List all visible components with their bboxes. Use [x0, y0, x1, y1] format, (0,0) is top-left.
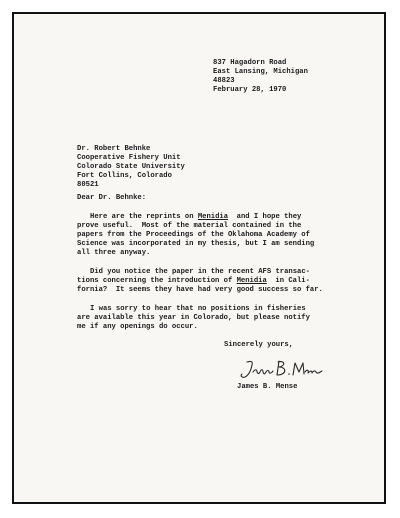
recipient-unit: Cooperative Fishery Unit	[77, 154, 181, 162]
letter-date: February 28, 1970	[213, 86, 287, 94]
p2-line-1: Did you notice the paper in the recent AFS transac-	[90, 268, 310, 276]
p1-line-4: Science was incorporated in my thesis, but I am sending	[77, 240, 315, 248]
menidia-underlined: Menidia	[197, 213, 229, 221]
p1-line-2: prove useful. Most of the material contained in the	[77, 222, 302, 230]
p3-line-3: me if any openings do occur.	[77, 323, 198, 331]
p1-line-1: Here are the reprints on Menidia and I hope they	[90, 213, 302, 221]
p3-line-2: are available this year in Colorado, but please notify	[77, 314, 310, 322]
p2-line-2: tions concerning the introduction of Menidia in Cali-	[77, 277, 310, 285]
p2-line-3: fornia? It seems they have had very good success so far.	[77, 286, 323, 294]
signer-name: James B. Mense	[237, 383, 298, 391]
return-street: 837 Hagadorn Road	[213, 59, 287, 67]
recipient-name: Dr. Robert Behnke	[77, 145, 151, 153]
recipient-city: Fort Collins, Colorado	[77, 172, 172, 180]
closing: Sincerely yours,	[224, 341, 294, 349]
salutation: Dear Dr. Behnke:	[77, 194, 147, 202]
return-city: East Lansing, Michigan	[213, 68, 308, 76]
p3-line-1: I was sorry to hear that no positions in fisheries	[90, 305, 306, 313]
p1-line-3: papers from the Proceedings of the Oklahoma Academy of	[77, 231, 310, 239]
handwritten-signature	[237, 357, 329, 383]
return-zip: 48823	[213, 77, 235, 85]
recipient-university: Colorado State University	[77, 163, 185, 171]
menidia-underlined: Menidia	[236, 277, 267, 285]
recipient-zip: 80521	[77, 181, 99, 189]
letter-page	[12, 12, 386, 504]
p1-line-5: all three anyway.	[77, 249, 151, 257]
